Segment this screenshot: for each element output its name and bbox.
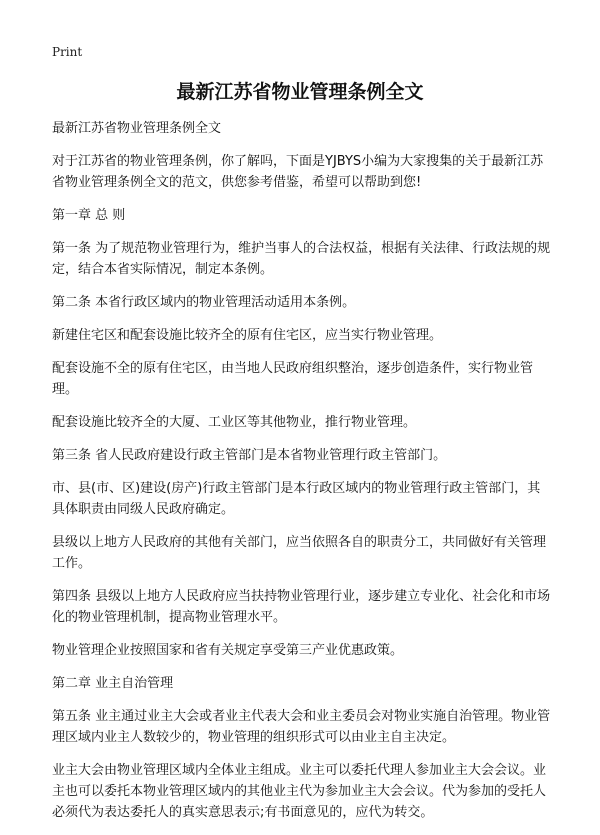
article-paragraph: 第二条 本省行政区域内的物业管理活动适用本条例。 <box>52 295 356 310</box>
article-paragraph: 配套设施比较齐全的大厦、工业区等其他物业，推行物业管理。 <box>52 415 417 430</box>
article-paragraph: 第四条 县级以上地方人民政府应当扶持物业管理行业，逐步建立专业化、社会化和市场化的物业管理机制，提高物业管理水平。 <box>52 589 551 625</box>
article-paragraph: 配套设施不全的原有住宅区，由当地人民政府组织整治，逐步创造条件，实行物业管理。 <box>52 361 534 397</box>
page-title: 最新江苏省物业管理条例全文 <box>176 81 424 103</box>
article-paragraph: 市、县(市、区)建设(房产)行政主管部门是本行政区域内的物业管理行政主管部门，其具体职责由同级人民政府确定。 <box>52 481 541 517</box>
article-paragraph: 业主大会由物业管理区域内全体业主组成。业主可以委托代理人参加业主大会会议。业主也可以委托本物业管理区域内的其他业主代为参加业主大会会议。代为参加的受托人必须代为表达委托人的真实意思表示;有书面意见的，应代为转交。 <box>52 763 547 820</box>
article-paragraph: 物业管理企业按照国家和省有关规定享受第三产业优惠政策。 <box>52 643 404 658</box>
article-paragraph: 第三条 省人民政府建设行政主管部门是本省物业管理行政主管部门。 <box>52 448 447 463</box>
subtitle-paragraph: 最新江苏省物业管理条例全文 <box>52 121 222 136</box>
article-paragraph: 县级以上地方人民政府的其他有关部门，应当依照各自的职责分工，共同做好有关管理工作。 <box>52 535 547 571</box>
article-paragraph: 第五条 业主通过业主大会或者业主代表大会和业主委员会对物业实施自治管理。物业管理区域内业主人数较少的，物业管理的组织形式可以由业主自主决定。 <box>52 709 551 745</box>
chapter-heading: 第二章 业主自治管理 <box>52 676 174 691</box>
article-paragraph: 第一条 为了规范物业管理行为，维护当事人的合法权益，根据有关法律、行政法规的规定，结合本省实际情况，制定本条例。 <box>52 241 551 277</box>
intro-paragraph: 对于江苏省的物业管理条例，你了解吗，下面是YJBYS小编为大家搜集的关于最新江苏省物业管理条例全文的范文，供您参考借鉴，希望可以帮助到您! <box>52 154 544 190</box>
article-body <box>52 118 552 835</box>
chapter-heading: 第一章 总 则 <box>52 208 126 223</box>
article-paragraph: 新建住宅区和配套设施比较齐全的原有住宅区，应当实行物业管理。 <box>52 328 443 343</box>
print-link[interactable]: Print <box>52 45 83 59</box>
